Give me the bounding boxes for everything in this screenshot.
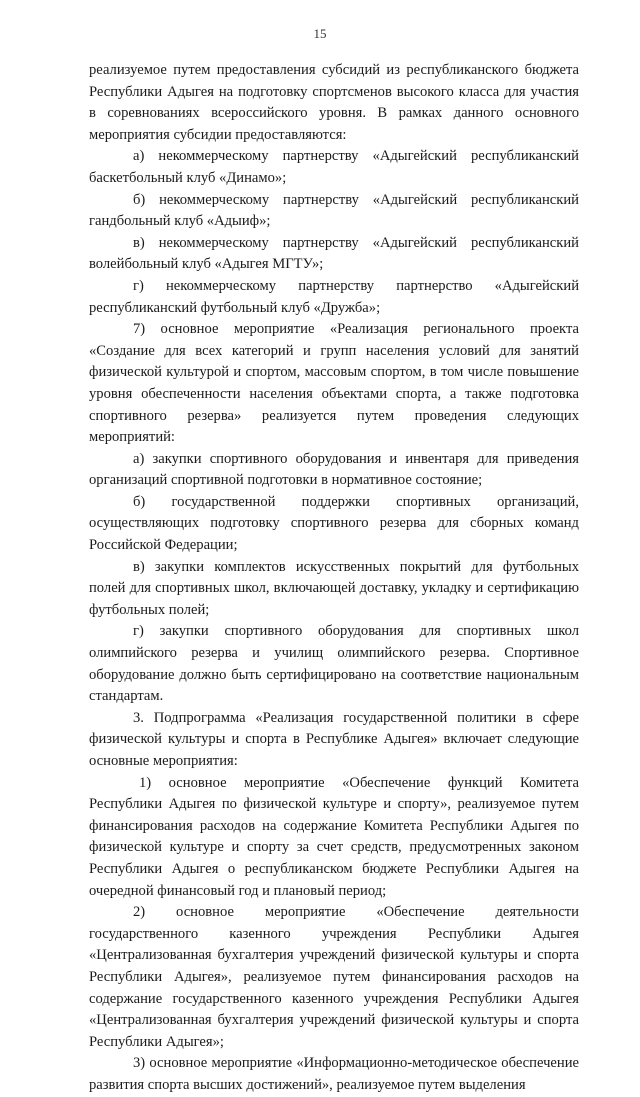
- page-number: 15: [313, 26, 327, 41]
- paragraph-item-g-druzhba: г) некоммерческому партнерству партнерство «Адыгейский республиканский футбольный клуб «Дружба»;: [89, 277, 579, 316]
- paragraph-measure-7-a: а) закупки спортивного оборудования и инвентаря для приведения организаций спортивной подготовки в нормативное состояние;: [89, 450, 579, 489]
- document-body: [89, 60, 579, 1097]
- paragraph-subprogram-3: 3. Подпрограмма «Реализация государственной политики в сфере физической культуры и спорта в Республике Адыгея» включает следующие основные мероприятия:: [89, 709, 579, 769]
- paragraph-measure-7: 7) основное мероприятие «Реализация регионального проекта «Создание для всех категорий и групп населения условий для занятий физической культурой и спортом, массовым спортом, в том числе повышение уровня обеспеченности населения объектами спорта, а также подготовка спортивного резерва» реализуется путем проведения следующих мероприятий:: [89, 321, 579, 446]
- paragraph-subsidies-intro: реализуемое путем предоставления субсидий из республиканского бюджета Республики Адыгея на подготовку спортсменов высокого класса для участия в соревнованиях всероссийского уровня. В рамках данного основного мероприятия субсидии предоставляются:: [89, 62, 579, 143]
- paragraph-measure-7-g: г) закупки спортивного оборудования для спортивных школ олимпийского резерва и училищ олимпийского резерва. Спортивное оборудование должно быть сертифицировано на соответствие национальным стандартам.: [89, 623, 579, 705]
- paragraph-item-v-volleyball: в) некоммерческому партнерству «Адыгейский республиканский волейбольный клуб «Адыгея МГТУ»;: [89, 234, 579, 273]
- paragraph-subprogram-3-item-2: 2) основное мероприятие «Обеспечение деятельности государственного казенного учреждения Республики Адыгея «Централизованная бухгалтерия учреждений физической культуры и спорта Республики Адыгея», реализуемое путем финансирования расходов на содержание государственного казенного учреждения Республики Адыгея «Централизованная бухгалтерия учреждений физической культуры и спорта Республики Адыгея»;: [89, 904, 579, 1050]
- paragraph-subprogram-3-item-3: 3) основное мероприятие «Информационно-методическое обеспечение развития спорта высших достижений», реализуемое путем выделения: [89, 1055, 579, 1093]
- paragraph-item-b-adyif: б) некоммерческому партнерству «Адыгейский республиканский гандбольный клуб «Адыиф»;: [89, 191, 579, 230]
- paragraph-measure-7-b: б) государственной поддержки спортивных организаций, осуществляющих подготовку спортивного резерва для сборных команд Российской Федерации;: [89, 493, 579, 554]
- paragraph-measure-7-v: в) закупки комплектов искусственных покрытий для футбольных полей для спортивных школ, включающей доставку, укладку и сертификацию футбольных полей;: [89, 558, 579, 618]
- paragraph-subprogram-3-item-1: 1) основное мероприятие «Обеспечение функций Комитета Республики Адыгея по физической культуре и спорту», реализуемое путем финансирования расходов на содержание Комитета Республики Адыгея по физической культуре и спорту за счет средств, предусмотренных законом Республики Адыгея о республиканском бюджете Республики Адыгея на очередной финансовый год и плановый период;: [89, 774, 579, 899]
- paragraph-item-a-dinamo: а) некоммерческому партнерству «Адыгейский республиканский баскетбольный клуб «Динамо»;: [89, 148, 579, 186]
